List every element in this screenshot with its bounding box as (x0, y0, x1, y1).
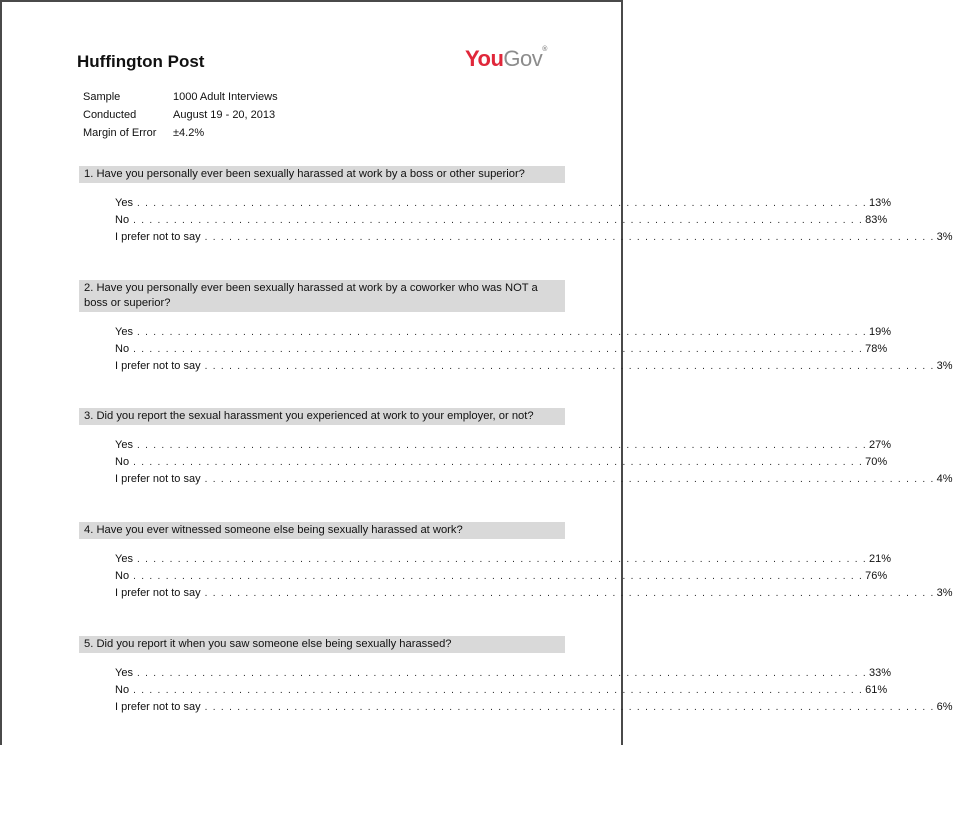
answer-row (115, 195, 892, 212)
answer-value: 76% (865, 570, 888, 582)
answer-label: Yes (115, 197, 133, 209)
answer-label: I prefer not to say (115, 360, 201, 372)
answer-row (115, 568, 888, 585)
answer-label: No (115, 684, 130, 696)
leader-dots: . . . . . . . . . . . . . . . . . . . . . . . . . . . . . . . . . . . . . . . . . . . . . . . . . . . . . . . . . . . . . . . . . . . . . . . . . . . . . . . . . . . . . . . . . . (136, 554, 867, 565)
logo-you-text: You (465, 46, 504, 71)
answer-label: Yes (115, 553, 133, 565)
answer-value: 78% (865, 343, 888, 355)
answer-row (115, 471, 953, 488)
meta-value: 1000 Adult Interviews (173, 91, 278, 103)
answer-value: 33% (868, 667, 892, 679)
answer-row (115, 324, 892, 341)
answer-row (115, 551, 892, 568)
meta-row-sample (83, 88, 278, 106)
leader-dots: . . . . . . . . . . . . . . . . . . . . . . . . . . . . . . . . . . . . . . . . . . . . . . . . . . . . . . . . . . . . . . . . . . . . . . . . . . . . . . . . . . . . . . . . . . (133, 571, 864, 582)
answer-row (115, 229, 953, 246)
answer-label: No (115, 343, 130, 355)
question-text: 3. Did you report the sexual harassment you experienced at work to your employer, or not? (79, 408, 565, 425)
survey-meta (83, 88, 278, 142)
question-text: 4. Have you ever witnessed someone else being sexually harassed at work? (79, 522, 565, 539)
answer-row (115, 341, 888, 358)
meta-value: August 19 - 20, 2013 (173, 109, 276, 121)
question-3 (79, 408, 953, 488)
answer-value: 13% (868, 197, 892, 209)
page-title: Huffington Post (77, 52, 205, 71)
logo-gov-text: Gov (503, 46, 543, 71)
leader-dots: . . . . . . . . . . . . . . . . . . . . . . . . . . . . . . . . . . . . . . . . . . . . . . . . . . . . . . . . . . . . . . . . . . . . . . . . . . . . . . . . . . . . . . . . . . (136, 198, 867, 209)
yougov-logo (465, 46, 547, 72)
answer-list (115, 551, 953, 602)
answer-value: 6% (936, 701, 953, 713)
answer-value: 3% (936, 587, 953, 599)
leader-dots: . . . . . . . . . . . . . . . . . . . . . . . . . . . . . . . . . . . . . . . . . . . . . . . . . . . . . . . . . . . . . . . . . . . . . . . . . . . . . . . . . . . . . . . . . . (204, 361, 935, 372)
leader-dots: . . . . . . . . . . . . . . . . . . . . . . . . . . . . . . . . . . . . . . . . . . . . . . . . . . . . . . . . . . . . . . . . . . . . . . . . . . . . . . . . . . . . . . . . . . (204, 702, 935, 713)
leader-dots: . . . . . . . . . . . . . . . . . . . . . . . . . . . . . . . . . . . . . . . . . . . . . . . . . . . . . . . . . . . . . . . . . . . . . . . . . . . . . . . . . . . . . . . . . . (136, 327, 867, 338)
leader-dots: . . . . . . . . . . . . . . . . . . . . . . . . . . . . . . . . . . . . . . . . . . . . . . . . . . . . . . . . . . . . . . . . . . . . . . . . . . . . . . . . . . . . . . . . . . (204, 474, 935, 485)
answer-row (115, 358, 953, 375)
answer-value: 3% (936, 231, 953, 243)
answer-list (115, 665, 953, 716)
answer-row (115, 665, 892, 682)
question-5 (79, 636, 953, 716)
answer-list (115, 324, 953, 375)
meta-label: Sample (83, 91, 121, 103)
answer-label: I prefer not to say (115, 231, 201, 243)
leader-dots: . . . . . . . . . . . . . . . . . . . . . . . . . . . . . . . . . . . . . . . . . . . . . . . . . . . . . . . . . . . . . . . . . . . . . . . . . . . . . . . . . . . . . . . . . . (133, 344, 864, 355)
answer-row (115, 212, 888, 229)
answer-label: Yes (115, 326, 133, 338)
question-2 (79, 280, 953, 375)
answer-label: No (115, 214, 130, 226)
answer-list (115, 437, 953, 488)
question-1 (79, 166, 953, 246)
leader-dots: . . . . . . . . . . . . . . . . . . . . . . . . . . . . . . . . . . . . . . . . . . . . . . . . . . . . . . . . . . . . . . . . . . . . . . . . . . . . . . . . . . . . . . . . . . (136, 440, 867, 451)
question-text: 5. Did you report it when you saw someone else being sexually harassed? (79, 636, 565, 653)
answer-row (115, 682, 888, 699)
question-text: 2. Have you personally ever been sexually harassed at work by a coworker who was NOT a boss or superior? (79, 280, 565, 312)
answer-row (115, 585, 953, 602)
answer-value: 4% (936, 473, 953, 485)
answer-label: No (115, 570, 130, 582)
answer-label: No (115, 456, 130, 468)
answer-list (115, 195, 953, 246)
answer-value: 27% (868, 439, 892, 451)
meta-value: ±4.2% (173, 127, 205, 139)
leader-dots: . . . . . . . . . . . . . . . . . . . . . . . . . . . . . . . . . . . . . . . . . . . . . . . . . . . . . . . . . . . . . . . . . . . . . . . . . . . . . . . . . . . . . . . . . . (133, 685, 864, 696)
answer-value: 61% (865, 684, 888, 696)
question-4 (79, 522, 953, 602)
answer-value: 70% (865, 456, 888, 468)
answer-value: 21% (868, 553, 892, 565)
answer-label: Yes (115, 667, 133, 679)
meta-row-conducted (83, 106, 278, 124)
answer-label: I prefer not to say (115, 473, 201, 485)
leader-dots: . . . . . . . . . . . . . . . . . . . . . . . . . . . . . . . . . . . . . . . . . . . . . . . . . . . . . . . . . . . . . . . . . . . . . . . . . . . . . . . . . . . . . . . . . . (204, 232, 935, 243)
leader-dots: . . . . . . . . . . . . . . . . . . . . . . . . . . . . . . . . . . . . . . . . . . . . . . . . . . . . . . . . . . . . . . . . . . . . . . . . . . . . . . . . . . . . . . . . . . (204, 588, 935, 599)
logo-registered-mark: ® (542, 46, 547, 53)
meta-label: Margin of Error (83, 127, 157, 139)
answer-label: I prefer not to say (115, 587, 201, 599)
answer-value: 3% (936, 360, 953, 372)
leader-dots: . . . . . . . . . . . . . . . . . . . . . . . . . . . . . . . . . . . . . . . . . . . . . . . . . . . . . . . . . . . . . . . . . . . . . . . . . . . . . . . . . . . . . . . . . . (133, 215, 864, 226)
meta-label: Conducted (83, 109, 137, 121)
answer-row (115, 437, 892, 454)
answer-label: Yes (115, 439, 133, 451)
answer-value: 83% (865, 214, 888, 226)
leader-dots: . . . . . . . . . . . . . . . . . . . . . . . . . . . . . . . . . . . . . . . . . . . . . . . . . . . . . . . . . . . . . . . . . . . . . . . . . . . . . . . . . . . . . . . . . . (136, 668, 867, 679)
meta-row-margin-of-error (83, 124, 278, 142)
leader-dots: . . . . . . . . . . . . . . . . . . . . . . . . . . . . . . . . . . . . . . . . . . . . . . . . . . . . . . . . . . . . . . . . . . . . . . . . . . . . . . . . . . . . . . . . . . (133, 457, 864, 468)
answer-label: I prefer not to say (115, 701, 201, 713)
answer-row (115, 699, 953, 716)
question-text: 1. Have you personally ever been sexually harassed at work by a boss or other superior? (79, 166, 565, 183)
answer-value: 19% (868, 326, 892, 338)
answer-row (115, 454, 888, 471)
